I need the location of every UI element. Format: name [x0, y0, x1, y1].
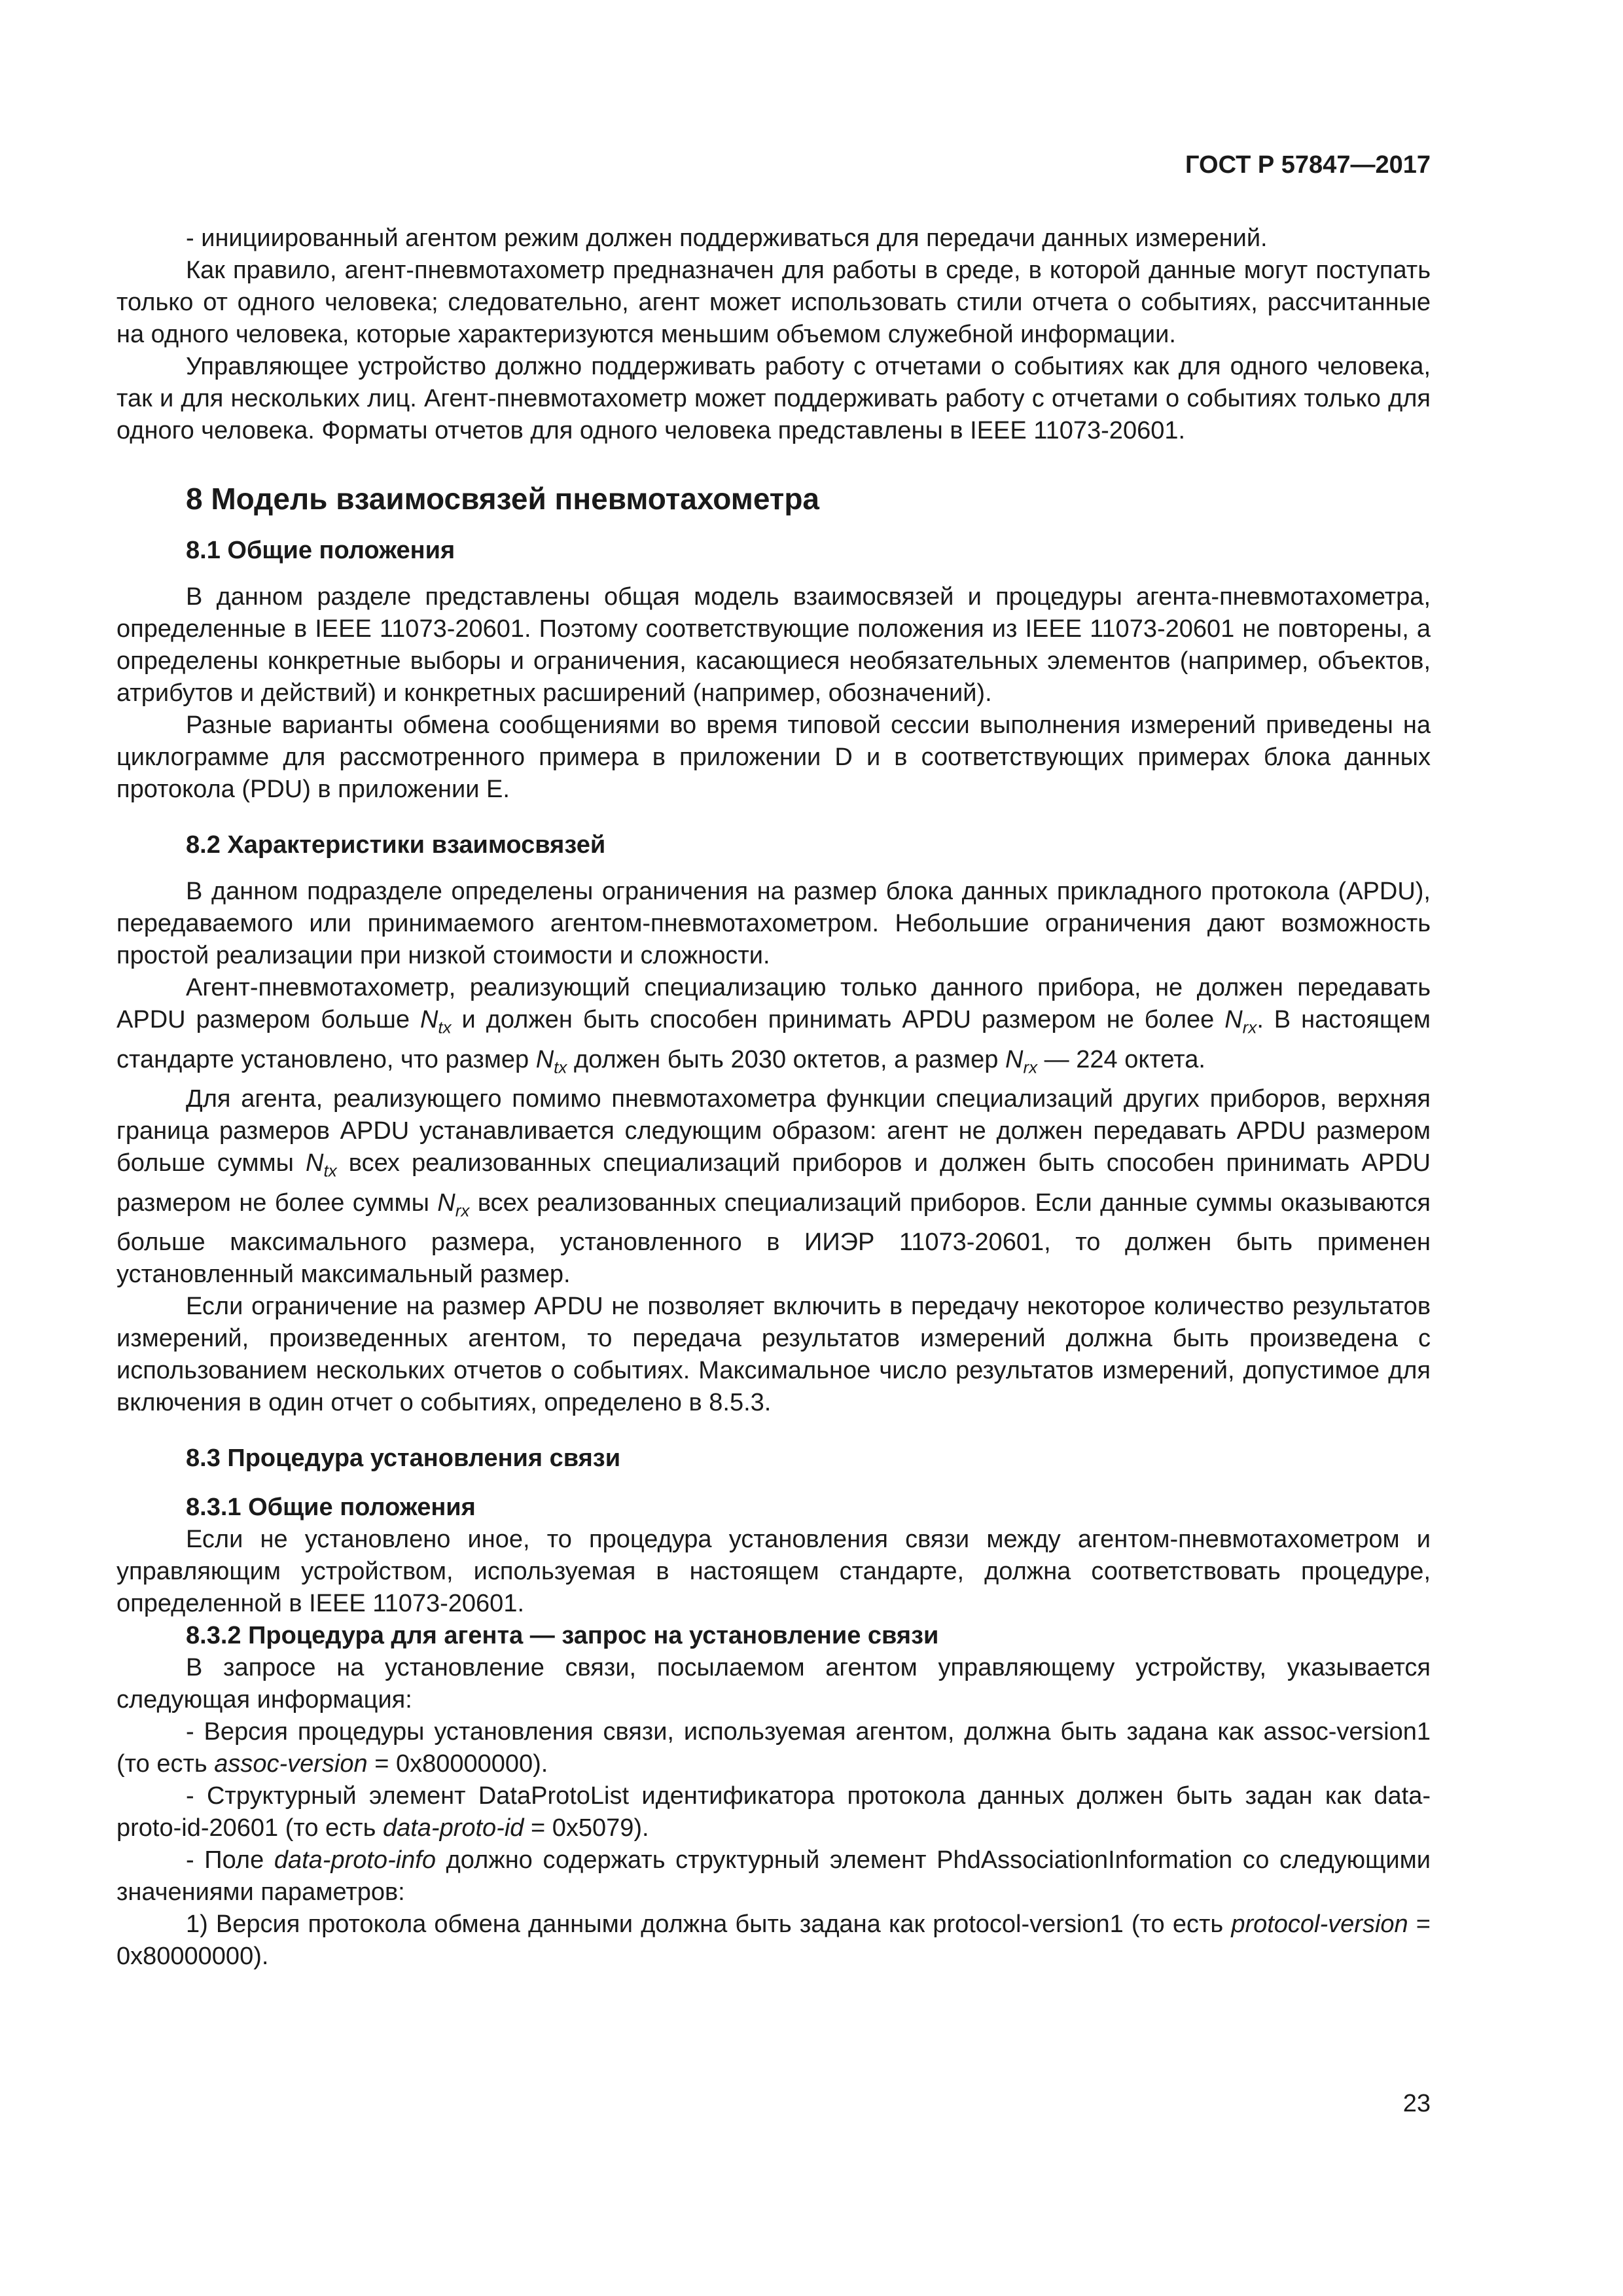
- section-8-3-2-item-data-proto-id: - Структурный элемент DataProtoList идентификатора протокола данных должен быть задан как data-proto-id-20601 (то есть data-proto-id = 0x5079).: [116, 1782, 1431, 1842]
- page-body: [116, 223, 1431, 1973]
- document-id-header: ГОСТ Р 57847—2017: [1185, 151, 1431, 179]
- section-8-3-2-item-protocol-version: 1) Версия протокола обмена данными должна быть задана как protocol-version1 (то есть protocol-version = 0x80000000).: [116, 1910, 1431, 1971]
- section-8-3-2-heading: 8.3.2 Процедура для агента — запрос на установление связи: [186, 1622, 939, 1650]
- intro-paragraph-3: Управляющее устройство должно поддерживать работу с отчетами о событиях как для одного человека, так и для нескольких лиц. Агент-пневмотахометр может поддерживать работу с отчетами о событиях только для одного человека. Форматы отчетов для одного человека представлены в IEEE 11073-20601.: [116, 353, 1431, 444]
- page-number: 23: [1402, 2090, 1431, 2117]
- section-8-2-paragraph-4: Если ограничение на размер APDU не позволяет включить в передачу некоторое количество результатов измерений, произведенных агентом, то передача результатов измерений должна быть произведена с использованием нескольких отчетов о событиях. Максимальное число результатов измерений, допустимое для включения в один отчет о событиях, определено в 8.5.3.: [116, 1293, 1431, 1417]
- section-8-3-1-paragraph-1: Если не установлено иное, то процедура установления связи между агентом-пневмотахометром и управляющим устройством, используемая в настоящем стандарте, должна соответствовать процедуре, определенной в IEEE 11073-20601.: [116, 1526, 1431, 1618]
- section-8-3-2-item-data-proto-info: - Поле data-proto-info должно содержать структурный элемент PhdAssociationInformation со следующими значениями параметров:: [116, 1846, 1431, 1907]
- section-8-1-paragraph-1: В данном разделе представлены общая модель взаимосвязей и процедуры агента-пневмотахометра, определенные в IEEE 11073-20601. Поэтому соответствующие положения из IEEE 11073-20601 не повторены, а определены конкретные выборы и ограничения, касающиеся необязательных элементов (например, объектов, атрибутов и действий) и конкретных расширений (например, обозначений).: [116, 583, 1431, 707]
- section-8-2-heading: 8.2 Характеристики взаимосвязей: [186, 831, 606, 859]
- section-8-3-1-heading: 8.3.1 Общие положения: [186, 1494, 476, 1522]
- section-8-2-paragraph-3: Для агента, реализующего помимо пневмотахометра функции специализаций других приборов, верхняя граница размеров APDU устанавливается следующим образом: агент не должен передавать APDU размером больше суммы $N_{tx}$ всех реализованных специализаций приборов и должен быть способен принимать APDU размером не более суммы $N_{rx}$ всех реализованных специализаций приборов. Если данные суммы оказываются больше максимального размера, установленного в ИИЭР 11073-20601, то должен быть применен установленный максимальный размер.: [116, 1085, 1431, 1289]
- intro-paragraph-1: - инициированный агентом режим должен поддерживаться для передачи данных измерений.: [186, 224, 1268, 252]
- section-8-1-heading: 8.1 Общие положения: [186, 537, 455, 564]
- section-8-1-paragraph-2: Разные варианты обмена сообщениями во время типовой сессии выполнения измерений приведены на циклограмме для рассмотренного примера в приложении D и в соответствующих примерах блока данных протокола (PDU) в приложении E.: [116, 711, 1431, 803]
- section-8-2-paragraph-1: В данном подразделе определены ограничения на размер блока данных прикладного протокола (APDU), передаваемого или принимаемого агентом-пневмотахометром. Небольшие ограничения дают возможность простой реализации при низкой стоимости и сложности.: [116, 878, 1431, 969]
- section-8-3-heading: 8.3 Процедура установления связи: [186, 1444, 621, 1473]
- section-8-2-paragraph-2: Агент-пневмотахометр, реализующий специализацию только данного прибора, не должен передавать APDU размером больше $N_{tx}$ и должен быть способен принимать APDU размером не более $N_{rx}$. В настоящем стандарте установлено, что размер $N_{tx}$ должен быть 2030 октетов, а размер $N_{rx}$ — 224 октета.: [116, 974, 1431, 1077]
- section-8-3-2-item-assoc-version: - Версия процедуры установления связи, используемая агентом, должна быть задана как assoc-version1 (то есть assoc-version = 0x80000000).: [116, 1718, 1431, 1778]
- section-8-3-2-paragraph-1: В запросе на установление связи, посылаемом агентом управляющему устройству, указывается следующая информация:: [116, 1654, 1431, 1714]
- section-8-heading: 8 Модель взаимосвязей пневмотахометра: [186, 482, 819, 516]
- intro-paragraph-2: Как правило, агент-пневмотахометр предназначен для работы в среде, в которой данные могут поступать только от одного человека; следовательно, агент может использовать стили отчета о событиях, рассчитанные на одного человека, которые характеризуются меньшим объемом служебной информации.: [116, 257, 1431, 348]
